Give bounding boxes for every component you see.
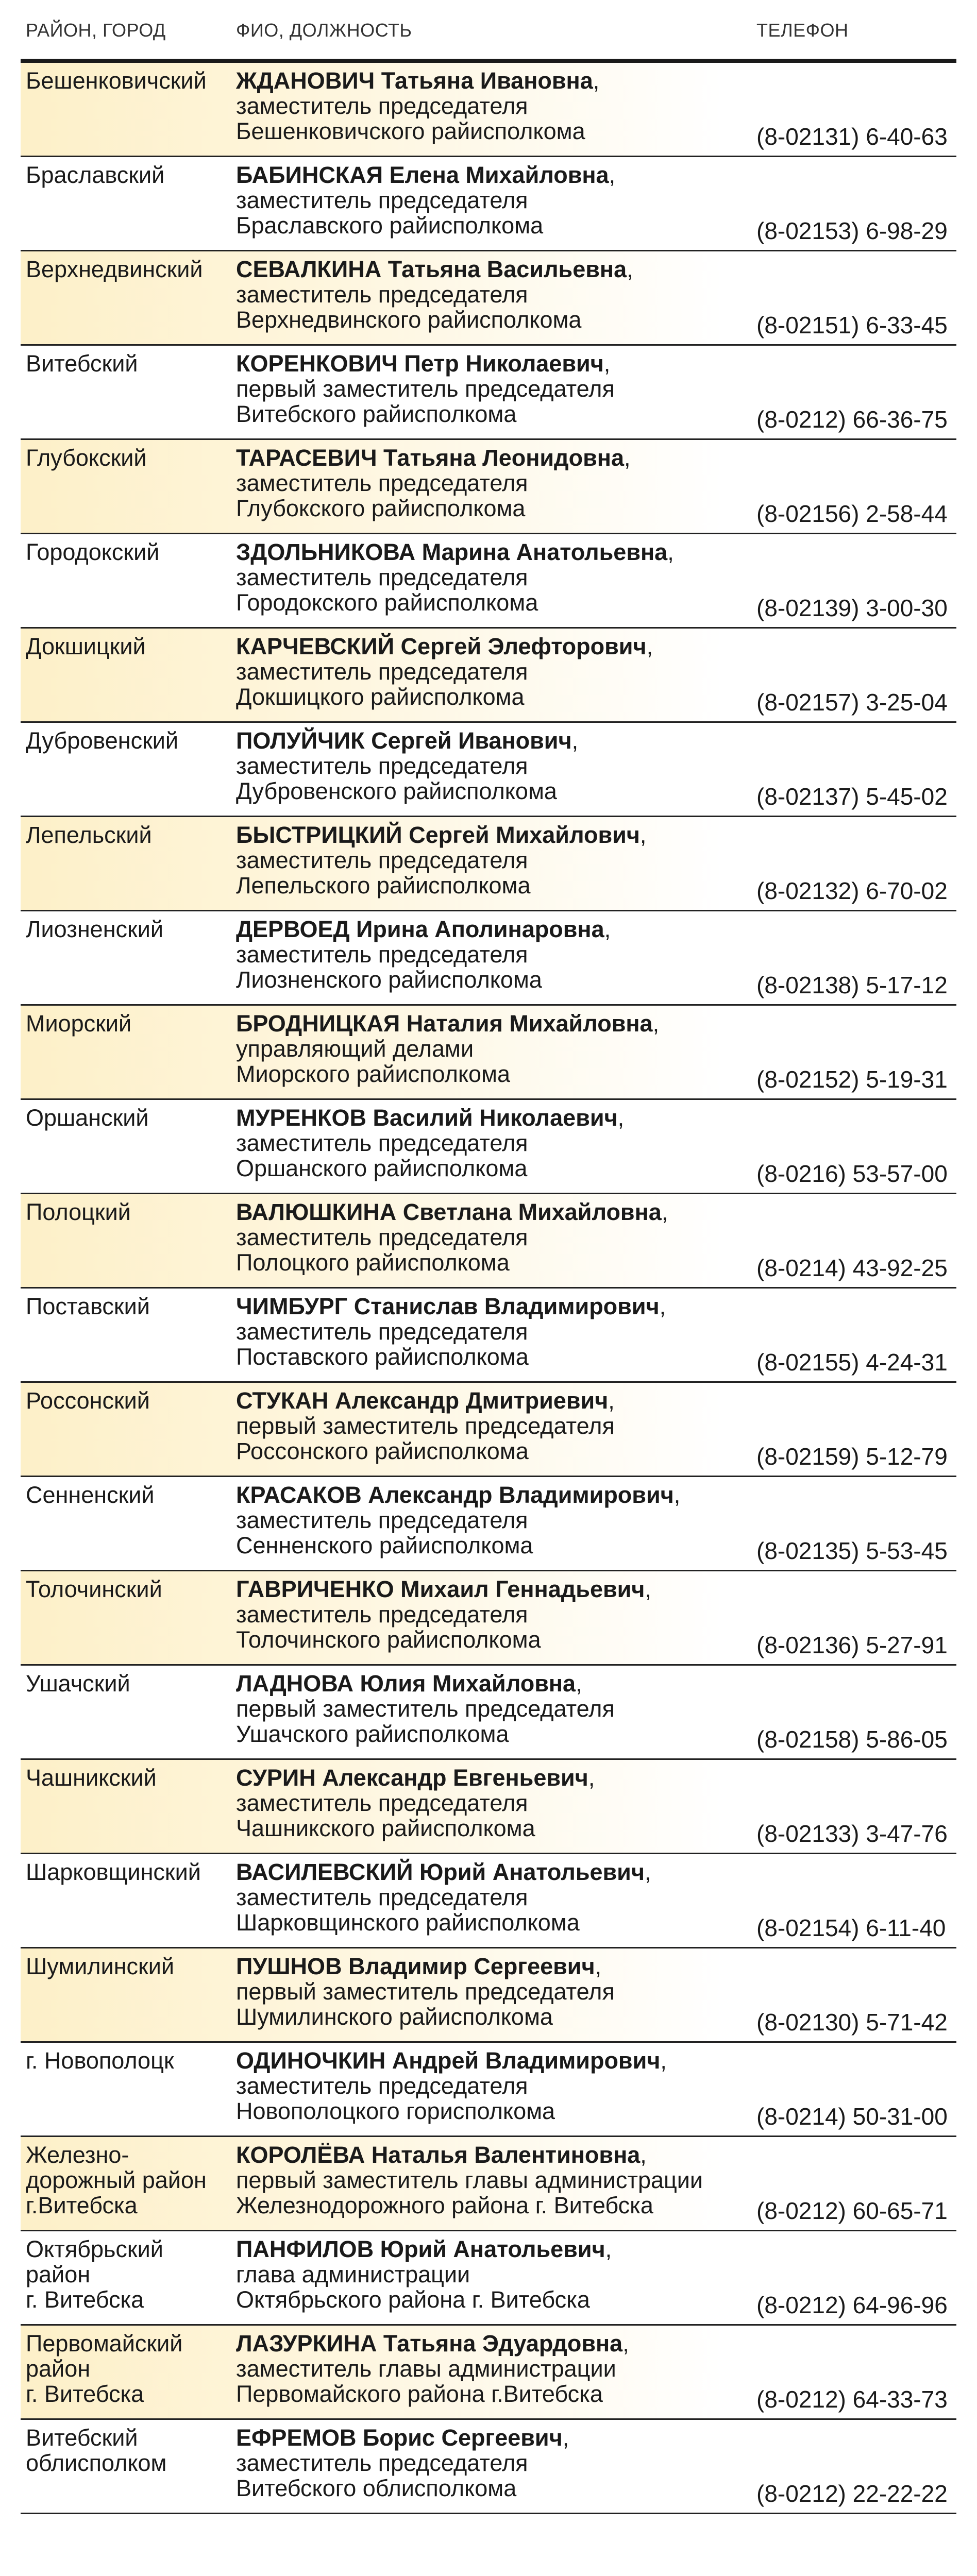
person-name: СУРИН Александр Евгеньевич (236, 1765, 588, 1791)
district-cell: Толочинский (26, 1576, 162, 1602)
person-position: заместитель председателя Сенненского райисполкома (236, 1507, 533, 1558)
person-cell (236, 634, 762, 709)
table-header (21, 20, 956, 50)
person-position: первый заместитель председателя Россонского райисполкома (236, 1413, 615, 1464)
person-name: БРОДНИЦКАЯ Наталия Михайловна (236, 1010, 653, 1037)
name-separator: , (576, 1670, 582, 1697)
contacts-table (21, 63, 956, 2514)
table-row (21, 723, 956, 817)
header-person: ФИО, ДОЛЖНОСТЬ (236, 20, 412, 41)
person-position: заместитель председателя Лепельского райисполкома (236, 847, 531, 899)
person-name: ЧИМБУРГ Станислав Владимирович (236, 1293, 660, 1319)
person-cell (236, 728, 762, 804)
person-cell (236, 1294, 762, 1369)
phone-cell: (8-02130) 5-71-42 (756, 2009, 948, 2036)
district-cell: Шарковщинский (26, 1859, 201, 1885)
person-position: заместитель председателя Браславского райисполкома (236, 187, 544, 239)
name-separator: , (673, 1482, 681, 1508)
district-cell: Глубокский (26, 445, 147, 471)
person-name: ПУШНОВ Владимир Сергеевич (236, 1953, 595, 1979)
name-separator: , (603, 350, 611, 377)
person-cell (236, 1199, 762, 1275)
district-cell: Оршанский (26, 1105, 149, 1131)
person-position: заместитель председателя Чашникского райисполкома (236, 1790, 535, 1841)
person-position: заместитель председателя Шарковщинского райисполкома (236, 1884, 580, 1936)
phone-cell: (8-02131) 6-40-63 (756, 123, 948, 150)
phone-cell: (8-02158) 5-86-05 (756, 1726, 948, 1753)
person-position: заместитель председателя Полоцкого райисполкома (236, 1224, 528, 1276)
table-row (21, 534, 956, 629)
district-cell: Миорский (26, 1010, 132, 1037)
table-row (21, 1477, 956, 1571)
person-cell (236, 1482, 762, 1558)
district-cell: Первомайский район г. Витебска (26, 2330, 183, 2407)
person-position: заместитель председателя Глубокского райисполкома (236, 470, 528, 521)
phone-cell: (8-0212) 66-36-75 (756, 406, 948, 433)
person-cell (236, 1105, 762, 1181)
phone-cell: (8-02153) 6-98-29 (756, 217, 948, 244)
table-row (21, 2043, 956, 2137)
district-cell: Чашникский (26, 1765, 157, 1791)
person-cell (236, 1388, 762, 1464)
name-separator: , (593, 67, 600, 94)
person-position: заместитель председателя Верхнедвинского райисполкома (236, 281, 582, 333)
table-row (21, 440, 956, 534)
name-separator: , (659, 1293, 666, 1319)
table-row (21, 817, 956, 911)
person-position: первый заместитель председателя Шумилинского райисполкома (236, 1978, 615, 2030)
person-position: глава администрации Октябрьского района г. Витебска (236, 2261, 590, 2313)
person-position: управляющий делами Миорского райисполкома (236, 1036, 511, 1087)
person-cell (236, 2048, 762, 2124)
name-separator: , (645, 1576, 651, 1602)
person-name: ЗДОЛЬНИКОВА Марина Анатольевна (236, 539, 668, 565)
name-separator: , (639, 822, 647, 848)
person-cell (236, 257, 762, 332)
person-position: первый заместитель председателя Ушачского райисполкома (236, 1696, 615, 1747)
person-name: ЕФРЕМОВ Борис Сергеевич (236, 2425, 563, 2451)
person-name: МУРЕНКОВ Василий Николаевич (236, 1105, 618, 1131)
phone-cell: (8-02157) 3-25-04 (756, 689, 948, 716)
table-row (21, 1666, 956, 1760)
name-separator: , (624, 445, 631, 471)
person-name: ОДИНОЧКИН Андрей Владимирович (236, 2047, 661, 2074)
phone-cell: (8-02132) 6-70-02 (756, 877, 948, 904)
person-name: ЖДАНОВИЧ Татьяна Ивановна (236, 67, 593, 94)
person-name: СЕВАЛКИНА Татьяна Васильевна (236, 256, 627, 282)
phone-cell: (8-02154) 6-11-40 (756, 1914, 946, 1941)
name-separator: , (617, 1105, 625, 1131)
person-cell (236, 445, 762, 521)
name-separator: , (622, 2330, 629, 2357)
phone-cell: (8-0216) 53-57-00 (756, 1160, 948, 1187)
table-row (21, 251, 956, 346)
person-name: ЛАЗУРКИНА Татьяна Эдуардовна (236, 2330, 623, 2357)
table-row (21, 1194, 956, 1289)
district-cell: Браславский (26, 162, 165, 188)
phone-cell: (8-02152) 5-19-31 (756, 1066, 948, 1093)
name-separator: , (562, 2425, 569, 2451)
district-cell: Лиозненский (26, 916, 164, 942)
district-cell: Бешенковичский (26, 67, 207, 94)
person-cell (236, 539, 762, 615)
phone-cell: (8-02155) 4-24-31 (756, 1349, 948, 1376)
person-name: ТАРАСЕВИЧ Татьяна Леонидовна (236, 445, 624, 471)
table-row (21, 2231, 956, 2326)
person-position: заместитель председателя Новополоцкого горисполкома (236, 2073, 555, 2124)
person-name: БЫСТРИЦКИЙ Сергей Михайлович (236, 822, 640, 848)
person-position: заместитель председателя Витебского облисполкома (236, 2450, 528, 2501)
person-name: КАРЧЕВСКИЙ Сергей Элефторович (236, 633, 647, 659)
district-cell: Сенненский (26, 1482, 155, 1508)
name-separator: , (609, 162, 616, 188)
table-row (21, 1760, 956, 1854)
district-cell: Витебский (26, 350, 138, 377)
person-position: заместитель председателя Докшицкого райисполкома (236, 658, 528, 710)
name-separator: , (571, 727, 579, 754)
person-cell (236, 162, 762, 238)
phone-cell: (8-0212) 64-33-73 (756, 2386, 948, 2413)
person-position: первый заместитель главы администрации Железнодорожного района г. Витебска (236, 2167, 703, 2218)
district-cell: Октябрьский район г. Витебска (26, 2236, 163, 2313)
person-cell (236, 351, 762, 427)
district-cell: Поставский (26, 1293, 150, 1319)
person-cell (236, 2236, 762, 2312)
person-cell (236, 2142, 762, 2218)
table-row (21, 1006, 956, 1100)
table-row (21, 1571, 956, 1666)
phone-cell: (8-0212) 64-96-96 (756, 2292, 948, 2318)
person-cell (236, 2425, 762, 2501)
person-name: ВАСИЛЕВСКИЙ Юрий Анатольевич (236, 1859, 645, 1885)
person-name: ВАЛЮШКИНА Светлана Михайловна (236, 1199, 662, 1225)
table-row (21, 2420, 956, 2514)
phone-cell: (8-02159) 5-12-79 (756, 1443, 948, 1470)
table-row (21, 1100, 956, 1194)
table-row (21, 2326, 956, 2420)
person-position: заместитель председателя Лиозненского райисполкома (236, 941, 542, 993)
header-district: РАЙОН, ГОРОД (26, 20, 166, 41)
phone-cell: (8-02136) 5-27-91 (756, 1632, 948, 1658)
person-cell (236, 1859, 762, 1935)
person-name: ЛАДНОВА Юлия Михайловна (236, 1670, 576, 1697)
name-separator: , (667, 539, 674, 565)
district-cell: Дубровенский (26, 727, 179, 754)
phone-cell: (8-02138) 5-17-12 (756, 972, 948, 998)
person-cell (236, 1765, 762, 1841)
phone-cell: (8-0212) 60-65-71 (756, 2197, 948, 2224)
person-cell (236, 1577, 762, 1652)
name-separator: , (640, 2142, 647, 2168)
name-separator: , (608, 1387, 615, 1414)
name-separator: , (604, 916, 611, 942)
person-position: заместитель председателя Дубровенского райисполкома (236, 753, 557, 804)
name-separator: , (660, 2047, 667, 2074)
table-row (21, 1948, 956, 2043)
phone-cell: (8-0212) 22-22-22 (756, 2480, 948, 2507)
phone-cell: (8-02156) 2-58-44 (756, 500, 948, 527)
person-cell (236, 68, 762, 144)
table-row (21, 629, 956, 723)
person-name: ПОЛУЙЧИК Сергей Иванович (236, 727, 572, 754)
table-row (21, 1383, 956, 1477)
name-separator: , (646, 633, 653, 659)
phone-cell: (8-02137) 5-45-02 (756, 783, 948, 810)
phone-cell: (8-02133) 3-47-76 (756, 1820, 948, 1847)
name-separator: , (627, 256, 633, 282)
person-position: заместитель главы администрации Первомайского района г.Витебска (236, 2355, 616, 2407)
person-position: заместитель председателя Оршанского райисполкома (236, 1130, 528, 1181)
phone-cell: (8-0214) 43-92-25 (756, 1255, 948, 1281)
header-rule (21, 59, 956, 63)
district-cell: Лепельский (26, 822, 152, 848)
district-cell: Шумилинский (26, 1953, 175, 1979)
person-position: заместитель председателя Бешенковичского райисполкома (236, 93, 585, 144)
district-cell: Полоцкий (26, 1199, 131, 1225)
person-position: заместитель председателя Городокского райисполкома (236, 564, 538, 616)
person-position: заместитель председателя Поставского райисполкома (236, 1318, 529, 1370)
district-cell: Железно- дорожный район г.Витебска (26, 2142, 207, 2218)
person-cell (236, 1011, 762, 1087)
name-separator: , (595, 1953, 602, 1979)
table-row (21, 1289, 956, 1383)
table-row (21, 2137, 956, 2231)
district-cell: Витебский облисполком (26, 2425, 167, 2476)
table-row (21, 157, 956, 251)
district-cell: Докшицкий (26, 633, 146, 659)
person-name: ГАВРИЧЕНКО Михаил Геннадьевич (236, 1576, 645, 1602)
name-separator: , (644, 1859, 651, 1885)
phone-cell: (8-02151) 6-33-45 (756, 312, 948, 338)
header-phone: ТЕЛЕФОН (756, 20, 849, 41)
person-cell (236, 917, 762, 992)
table-row (21, 911, 956, 1006)
person-name: КОРЕНКОВИЧ Петр Николаевич (236, 350, 604, 377)
person-cell (236, 822, 762, 898)
person-name: ДЕРВОЕД Ирина Аполинаровна (236, 916, 604, 942)
person-name: СТУКАН Александр Дмитриевич (236, 1387, 609, 1414)
name-separator: , (652, 1010, 660, 1037)
table-row (21, 63, 956, 157)
name-separator: , (588, 1765, 595, 1791)
person-cell (236, 1954, 762, 2029)
name-separator: , (661, 1199, 668, 1225)
person-name: ПАНФИЛОВ Юрий Анатольевич (236, 2236, 605, 2262)
district-cell: Россонский (26, 1387, 150, 1414)
table-row (21, 1854, 956, 1948)
table-row (21, 346, 956, 440)
district-cell: Верхнедвинский (26, 256, 203, 282)
person-name: БАБИНСКАЯ Елена Михайловна (236, 162, 609, 188)
person-name: КОРОЛЁВА Наталья Валентиновна (236, 2142, 641, 2168)
person-cell (236, 2331, 762, 2406)
district-cell: г. Новополоцк (26, 2047, 174, 2074)
person-name: КРАСАКОВ Александр Владимирович (236, 1482, 674, 1508)
phone-cell: (8-02135) 5-53-45 (756, 1537, 948, 1564)
district-cell: Городокский (26, 539, 160, 565)
person-position: заместитель председателя Толочинского райисполкома (236, 1601, 541, 1653)
phone-cell: (8-0214) 50-31-00 (756, 2103, 948, 2130)
name-separator: , (605, 2236, 612, 2262)
phone-cell: (8-02139) 3-00-30 (756, 595, 948, 621)
person-cell (236, 1671, 762, 1747)
person-position: первый заместитель председателя Витебского райисполкома (236, 376, 615, 427)
district-cell: Ушачский (26, 1670, 130, 1697)
